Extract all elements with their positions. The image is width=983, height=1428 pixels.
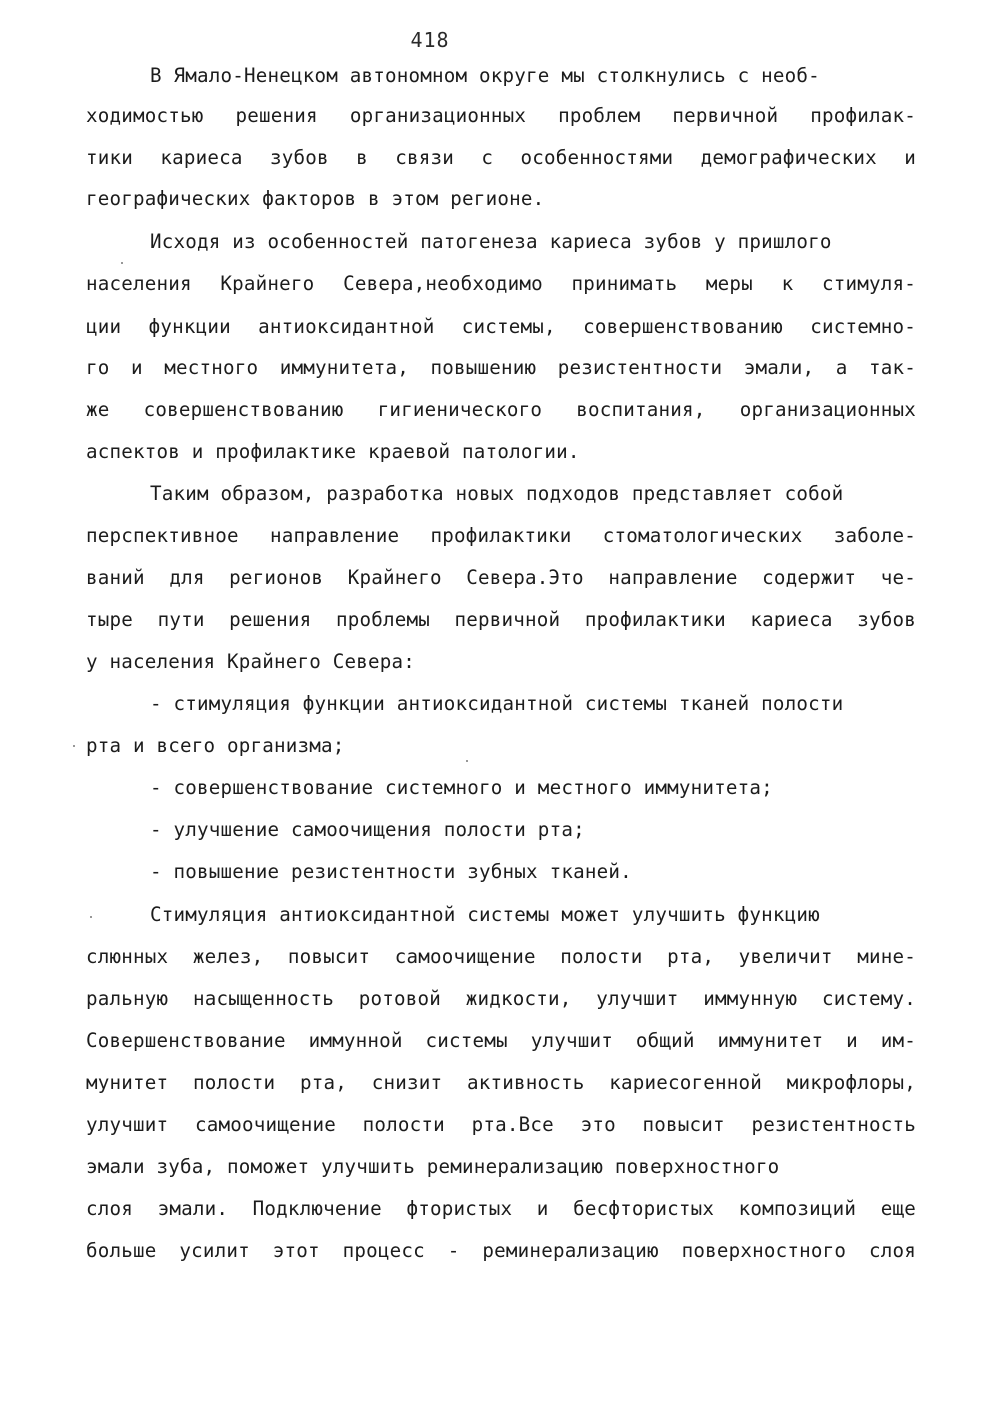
scan-speck	[466, 760, 468, 762]
text-line: ваний для регионов Крайнего Севера.Это направление содержит че-	[86, 566, 916, 589]
text-line: мунитет полости рта, снизит активность кариесогенной микрофлоры,	[86, 1071, 916, 1094]
list-item: - стимуляция функции антиоксидантной системы тканей полости	[150, 692, 844, 715]
text-line: го и местного иммунитета, повышению резистентности эмали, а так-	[86, 356, 916, 379]
text-line: ции функции антиоксидантной системы, совершенствованию системно-	[86, 315, 916, 338]
text-line: Стимуляция антиоксидантной системы может улучшить функцию	[150, 903, 820, 926]
list-item: - совершенствование системного и местного иммунитета;	[150, 776, 773, 799]
text-line: же совершенствованию гигиенического воспитания, организационных	[86, 398, 916, 421]
text-line: перспективное направление профилактики стоматологических заболе-	[86, 524, 916, 547]
list-item-continuation: рта и всего организма;	[86, 734, 345, 757]
text-line: больше усилит этот процесс - реминерализацию поверхностного слоя	[86, 1239, 916, 1262]
scan-speck	[73, 745, 75, 747]
list-item: - улучшение самоочищения полости рта;	[150, 818, 585, 841]
text-line: тыре пути решения проблемы первичной профилактики кариеса зубов	[86, 608, 916, 631]
text-line: Таким образом, разработка новых подходов представляет собой	[150, 482, 844, 505]
scan-speck	[90, 916, 92, 918]
text-line: слюнных желез, повысит самоочищение полости рта, увеличит мине-	[86, 945, 916, 968]
text-line: Совершенствование иммунной системы улучшит общий иммунитет и им-	[86, 1029, 916, 1052]
text-line: В Ямало-Ненецком автономном округе мы столкнулись с необ-	[150, 64, 820, 87]
text-line: эмали зуба, поможет улучшить реминерализацию поверхностного	[86, 1155, 780, 1178]
scan-speck	[121, 262, 123, 264]
text-line: слоя эмали. Подключение фтористых и бесфтористых композиций еще	[86, 1197, 916, 1220]
text-line: географических факторов в этом регионе.	[86, 187, 545, 210]
text-line: улучшит самоочищение полости рта.Все это повысит резистентность	[86, 1113, 916, 1136]
text-line: населения Крайнего Севера,необходимо принимать меры к стимуля-	[86, 272, 916, 295]
page-number: 418	[410, 28, 450, 52]
text-line: ральную насыщенность ротовой жидкости, улучшит иммунную систему.	[86, 987, 916, 1010]
text-line: ходимостью решения организационных проблем первичной профилак-	[86, 104, 916, 127]
text-line: у населения Крайнего Севера:	[86, 650, 416, 673]
text-line: аспектов и профилактике краевой патологии.	[86, 440, 580, 463]
list-item: - повышение резистентности зубных тканей.	[150, 860, 632, 883]
text-line: Исходя из особенностей патогенеза кариеса зубов у пришлого	[150, 230, 832, 253]
text-line: тики кариеса зубов в связи с особенностями демографических и	[86, 146, 916, 169]
